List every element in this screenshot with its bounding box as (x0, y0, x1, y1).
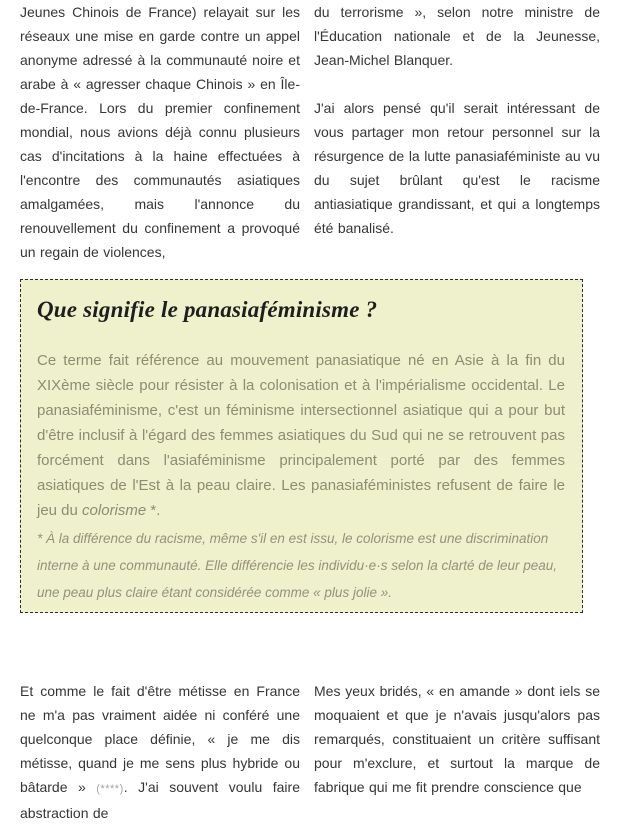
paragraph-bottom-right: Mes yeux bridés, « en amande » dont iels se moquaient et que je n'avais jusqu'alors pas remarqués, constituaient un critère suffisant pour m'exclure, et surtout la marque de fabrique qui me fit prendre conscience que (314, 683, 600, 795)
definition-box (20, 279, 583, 613)
bottom-columns (0, 679, 621, 825)
top-column-left (20, 0, 300, 264)
colorisme-italic-term: colorisme (82, 502, 147, 519)
paragraph-top-right-2: J'ai alors pensé qu'il serait intéressant de vous partager mon retour personnel sur la résurgence de la lutte panasiaféministe au vu du sujet brûlant qu'est le racisme antiasiatique grandissant, et qui a longtemps été banalisé. (314, 100, 600, 236)
column-gutter (300, 0, 314, 264)
footnote-ref-asterisks: (****) (96, 783, 124, 795)
definition-box-body (37, 348, 565, 523)
definition-box-title: Que signifie le panasiaféminisme ? (37, 297, 378, 322)
top-column-right (314, 0, 600, 264)
definition-text-end: *. (146, 502, 161, 519)
definition-box-footnote: * À la différence du racisme, même s'il en est issu, le colorisme est une discrimination interne à une communauté. Elle différencie les individu·e·s selon la clarté de leur peau, une peau plus claire étant considérée comme « plus jolie ». (37, 531, 558, 600)
definition-text-start: Ce terme fait référence au mouvement panasiatique né en Asie à la fin du XIXème siècle pour résister à la colonisation et à l'impérialisme occidental. Le panasiaféminisme, c'est un féminisme intersectionnel asiatique qui a pour but d'être inclusif à l'égard des femmes asiatiques du Sud qui ne se retrouvent pas forcément dans l'asiaféminisme principalement porté par des femmes asiatiques de l'Est à la peau claire. Les panasiaféministes refusent de faire le jeu du (37, 352, 565, 519)
paragraph-bottom-left (20, 679, 300, 825)
bottom-left-text-start: Et comme le fait d'être métisse en France ne m'a pas vraiment aidée ni conféré une quelconque place définie, « je me dis métisse, quand je me sens plus hybride ou bâtarde » (20, 683, 300, 795)
bottom-column-right (314, 679, 600, 825)
bottom-column-left (20, 679, 300, 825)
column-gutter (300, 679, 314, 825)
paragraph-top-right-1: du terrorisme », selon notre ministre de l'Éducation nationale et de la Jeunesse, Jean-Michel Blanquer. (314, 4, 600, 68)
paragraph-top-left: Jeunes Chinois de France) relayait sur les réseaux une mise en garde contre un appel anonyme adressé à la communauté noire et arabe à « agresser chaque Chinois » en Île-de-France. Lors du premier confinement mondial, nous avions déjà connu plusieurs cas d'incitations à la haine effectuées à l'encontre des communautés asiatiques amalgamées, mais l'annonce du renouvellement du confinement a provoqué un regain de violences, (20, 4, 300, 260)
bottom-left-text-end: . J'ai souvent voulu faire abstraction de (20, 779, 300, 821)
top-columns (0, 0, 621, 264)
